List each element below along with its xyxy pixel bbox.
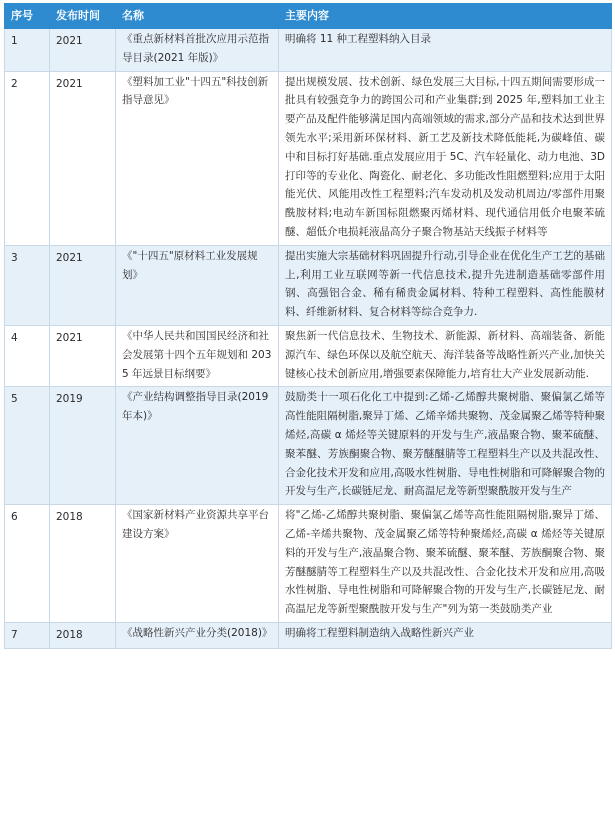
row-content: 聚焦新一代信息技术、生物技术、新能源、新材料、高端装备、新能源汽车、绿色环保以及航空航天、海洋装备等战略性新兴产业,加快关键核心技术创新应用,增强要素保障能力,培育壮大产业发展新动能. — [279, 325, 612, 386]
row-name: 《"十四五"原材料工业发展规划》 — [116, 245, 279, 325]
row-year: 2021 — [50, 325, 116, 386]
row-content: 明确将 11 种工程塑料纳入目录 — [279, 29, 612, 72]
table-row — [5, 505, 612, 623]
row-index: 1 — [5, 29, 50, 72]
row-index: 5 — [5, 387, 50, 505]
table-row — [5, 71, 612, 245]
table-row — [5, 622, 612, 648]
row-name: 《战略性新兴产业分类(2018)》 — [116, 622, 279, 648]
row-year: 2018 — [50, 622, 116, 648]
row-content: 将"乙烯-乙烯醇共聚树脂、聚偏氯乙烯等高性能阻隔树脂,聚异丁烯、乙烯-辛烯共聚物、茂金属聚乙烯等特种聚烯烃,高碳 α 烯烃等关键原料的开发与生产,液晶聚合物、聚苯硫醚、聚苯醚、芳族酮聚合物、聚芳醚醚腈等工程塑料生产以及共混改性、合金化技术开发和应用,高吸水性树脂、导电性树脂和可降解聚合物的开发与生产,长碳链尼龙、耐高温尼龙等新型聚酰胺开发与生产"列为第一类鼓励类产业 — [279, 505, 612, 623]
table-row — [5, 387, 612, 505]
row-index: 6 — [5, 505, 50, 623]
table-row — [5, 29, 612, 72]
row-name: 《重点新材料首批次应用示范指导目录(2021 年版)》 — [116, 29, 279, 72]
row-year: 2021 — [50, 29, 116, 72]
header-name: 名称 — [116, 4, 279, 29]
header-date: 发布时间 — [50, 4, 116, 29]
row-year: 2021 — [50, 245, 116, 325]
table-row — [5, 245, 612, 325]
row-content: 提出实施大宗基础材料巩固提升行动,引导企业在优化生产工艺的基础上,利用工业互联网等新一代信息技术,提升先进制造基础零部件用钢、高强铝合金、稀有稀贵金属材料、特种工程塑料、高性能膜材料、纤维新材料、复合材料等综合竞争力. — [279, 245, 612, 325]
row-index: 4 — [5, 325, 50, 386]
row-year: 2021 — [50, 71, 116, 245]
row-index: 3 — [5, 245, 50, 325]
row-content: 提出规模发展、技术创新、绿色发展三大目标,十四五期间需要形成一批具有较强竞争力的跨国公司和产业集群;到 2025 年,塑料加工业主要产品及配件能够满足国内高端领域的需求,部分产品和技术达到世界领先水平;采用新环保材料、新工艺及新技术降低能耗,为碳峰值、碳中和目标打好基础.重点发展应用于 5C、汽车轻量化、动力电池、3D 打印等的专业化、陶瓷化、耐老化、多功能改性阻燃塑料;应用于太阳能光伏、风能用改性工程塑料;汽车发动机及发动机周边/零部件用聚酰胺材料;电动车新国标阻燃聚丙烯材料、现代通信用低介电聚苯硫醚、超低介电损耗液晶高分子聚合物基站天线振子材料等 — [279, 71, 612, 245]
table-row — [5, 325, 612, 386]
row-index: 7 — [5, 622, 50, 648]
row-year: 2018 — [50, 505, 116, 623]
header-content: 主要内容 — [279, 4, 612, 29]
row-name: 《产业结构调整指导目录(2019 年本)》 — [116, 387, 279, 505]
row-content: 明确将工程塑料制造纳入战略性新兴产业 — [279, 622, 612, 648]
row-index: 2 — [5, 71, 50, 245]
row-name: 《国家新材料产业资源共享平台建设方案》 — [116, 505, 279, 623]
table-header-row — [5, 4, 612, 29]
policy-table — [4, 3, 612, 649]
header-index: 序号 — [5, 4, 50, 29]
row-content: 鼓励类十一项石化化工中提到:乙烯-乙烯醇共聚树脂、聚偏氯乙烯等高性能阻隔树脂,聚异丁烯、乙烯辛烯共聚物、茂金属聚乙烯等特种聚烯烃,高碳 α 烯烃等关键原料的开发与生产,液晶聚合物、聚苯硫醚、聚苯醚、芳族酮聚合物、聚芳醚醚腈等工程塑料生产以及共混改性、合金化技术开发和应用,高吸水性树脂、导电性树脂和可降解聚合物的开发与生产,长碳链尼龙、耐高温尼龙等新型聚酰胺开发与生产 — [279, 387, 612, 505]
row-year: 2019 — [50, 387, 116, 505]
row-name: 《中华人民共和国国民经济和社会发展第十四个五年规划和 2035 年远景目标纲要》 — [116, 325, 279, 386]
row-name: 《塑料加工业"十四五"科技创新指导意见》 — [116, 71, 279, 245]
